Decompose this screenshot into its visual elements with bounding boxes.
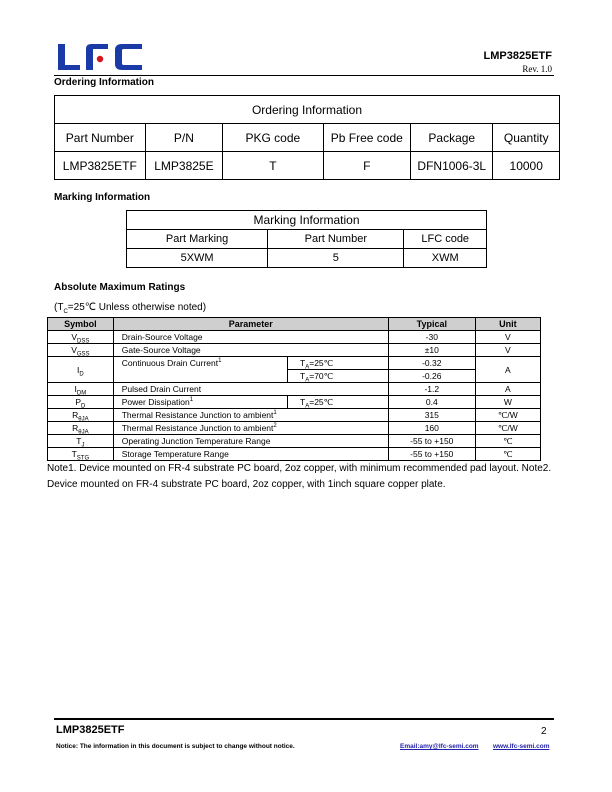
- table-header: PKG code: [223, 124, 323, 152]
- parameter-cell: Pulsed Drain Current: [113, 383, 388, 396]
- marking-section-title: Marking Information: [54, 192, 151, 203]
- table-cell: 10000: [493, 152, 560, 180]
- condition-cell: $T_A=70℃$: [288, 370, 389, 383]
- table-row: [48, 409, 541, 422]
- symbol-cell: $R_{\theta JA}$: [48, 422, 114, 435]
- table-header: Parameter: [113, 318, 388, 331]
- symbol-cell: $P_D$: [48, 396, 114, 409]
- symbol-cell: $T_J$: [48, 435, 114, 448]
- unit-cell: V: [475, 344, 540, 357]
- typical-cell: ±10: [388, 344, 475, 357]
- typical-cell: -30: [388, 331, 475, 344]
- unit-cell: ℃: [475, 448, 540, 461]
- ordering-header-row: [55, 124, 560, 152]
- table-row: [48, 331, 541, 344]
- unit-cell: V: [475, 331, 540, 344]
- condition-cell: $T_A=25℃$: [288, 396, 389, 409]
- typical-cell: -55 to +150: [388, 435, 475, 448]
- page-number: 2: [541, 726, 547, 737]
- absolute-max-table: [47, 317, 541, 461]
- table-row: [48, 357, 541, 370]
- table-header: Symbol: [48, 318, 114, 331]
- typical-cell: 315: [388, 409, 475, 422]
- typical-cell: -1.2: [388, 383, 475, 396]
- footer-notice: Notice: The information in this document is subject to change without notice.: [56, 743, 295, 750]
- parameter-cell: Continuous Drain Current$^1$: [113, 357, 287, 383]
- condition-cell: $T_A=25℃$: [288, 357, 389, 370]
- website-link[interactable]: www.lfc-semi.com: [493, 743, 550, 750]
- table-cell: XWM: [404, 249, 487, 268]
- table-row: [48, 344, 541, 357]
- email-link[interactable]: Email:amy@lfc-semi.com: [400, 743, 479, 750]
- unit-cell: A: [475, 357, 540, 383]
- table-header: Part Number: [55, 124, 146, 152]
- table-row: [55, 152, 560, 180]
- symbol-cell: $I_{DM}$: [48, 383, 114, 396]
- table-header: Pb Free code: [323, 124, 411, 152]
- table-header: Quantity: [493, 124, 560, 152]
- table-cell: T: [223, 152, 323, 180]
- table-row: [48, 448, 541, 461]
- typical-cell: -0.26: [388, 370, 475, 383]
- parameter-cell: Power Dissipation$^1$: [113, 396, 287, 409]
- table-header: Part Number: [268, 230, 404, 249]
- absolute-section-title: Absolute Maximum Ratings: [54, 282, 186, 293]
- table-header: Package: [411, 124, 493, 152]
- ordering-table-title: Ordering Information: [55, 96, 560, 124]
- table-header: Typical: [388, 318, 475, 331]
- marking-table-title: Marking Information: [127, 211, 487, 230]
- table-row: [48, 383, 541, 396]
- unit-cell: ℃: [475, 435, 540, 448]
- parameter-cell: Operating Junction Temperature Range: [113, 435, 388, 448]
- symbol-cell: $R_{\theta JA}$: [48, 409, 114, 422]
- table-row: [48, 396, 541, 409]
- absolute-header-row: [48, 318, 541, 331]
- table-header: P/N: [145, 124, 223, 152]
- table-cell: DFN1006-3L: [411, 152, 493, 180]
- header-part-number: LMP3825ETF: [483, 50, 552, 62]
- table-header: Unit: [475, 318, 540, 331]
- parameter-cell: Drain-Source Voltage: [113, 331, 388, 344]
- marking-header-row: [127, 230, 487, 249]
- table-row: [48, 435, 541, 448]
- table-row: [48, 422, 541, 435]
- parameter-cell: Thermal Resistance Junction to ambient$^2$: [113, 422, 388, 435]
- table-notes: Note1. Device mounted on FR-4 substrate PC board, 2oz copper, with minimum recommended pad layout. Note2. Device mounted on FR-4 substrate PC board, 2oz copper, with 1inch square copper plate.: [47, 463, 552, 490]
- symbol-cell: $V_{DSS}$: [48, 331, 114, 344]
- ordering-section-title: Ordering Information: [54, 77, 154, 88]
- unit-cell: ℃/W: [475, 409, 540, 422]
- header-revision: Rev. 1.0: [522, 64, 552, 74]
- parameter-cell: Thermal Resistance Junction to ambient$^1$: [113, 409, 388, 422]
- footer-part-number: LMP3825ETF: [56, 724, 125, 736]
- table-header: LFC code: [404, 230, 487, 249]
- table-cell: 5XWM: [127, 249, 268, 268]
- table-cell: F: [323, 152, 411, 180]
- symbol-cell: $V_{GSS}$: [48, 344, 114, 357]
- table-cell: LMP3825E: [145, 152, 223, 180]
- typical-cell: 0.4: [388, 396, 475, 409]
- parameter-cell: Storage Temperature Range: [113, 448, 388, 461]
- table-header: Part Marking: [127, 230, 268, 249]
- unit-cell: W: [475, 396, 540, 409]
- marking-table: [126, 210, 487, 268]
- parameter-cell: Gate-Source Voltage: [113, 344, 388, 357]
- table-cell: LMP3825ETF: [55, 152, 146, 180]
- unit-cell: ℃/W: [475, 422, 540, 435]
- typical-cell: -0.32: [388, 357, 475, 370]
- ordering-table: [54, 95, 560, 180]
- table-cell: 5: [268, 249, 404, 268]
- unit-cell: A: [475, 383, 540, 396]
- test-condition: ($T_C=25℃$ Unless otherwise noted): [54, 302, 207, 315]
- lfc-logo: [56, 42, 144, 72]
- footer-divider: [54, 718, 554, 720]
- symbol-cell: $I_D$: [48, 357, 114, 383]
- symbol-cell: $T_{STG}$: [48, 448, 114, 461]
- typical-cell: -55 to +150: [388, 448, 475, 461]
- header-divider: [54, 75, 554, 76]
- typical-cell: 160: [388, 422, 475, 435]
- table-row: [127, 249, 487, 268]
